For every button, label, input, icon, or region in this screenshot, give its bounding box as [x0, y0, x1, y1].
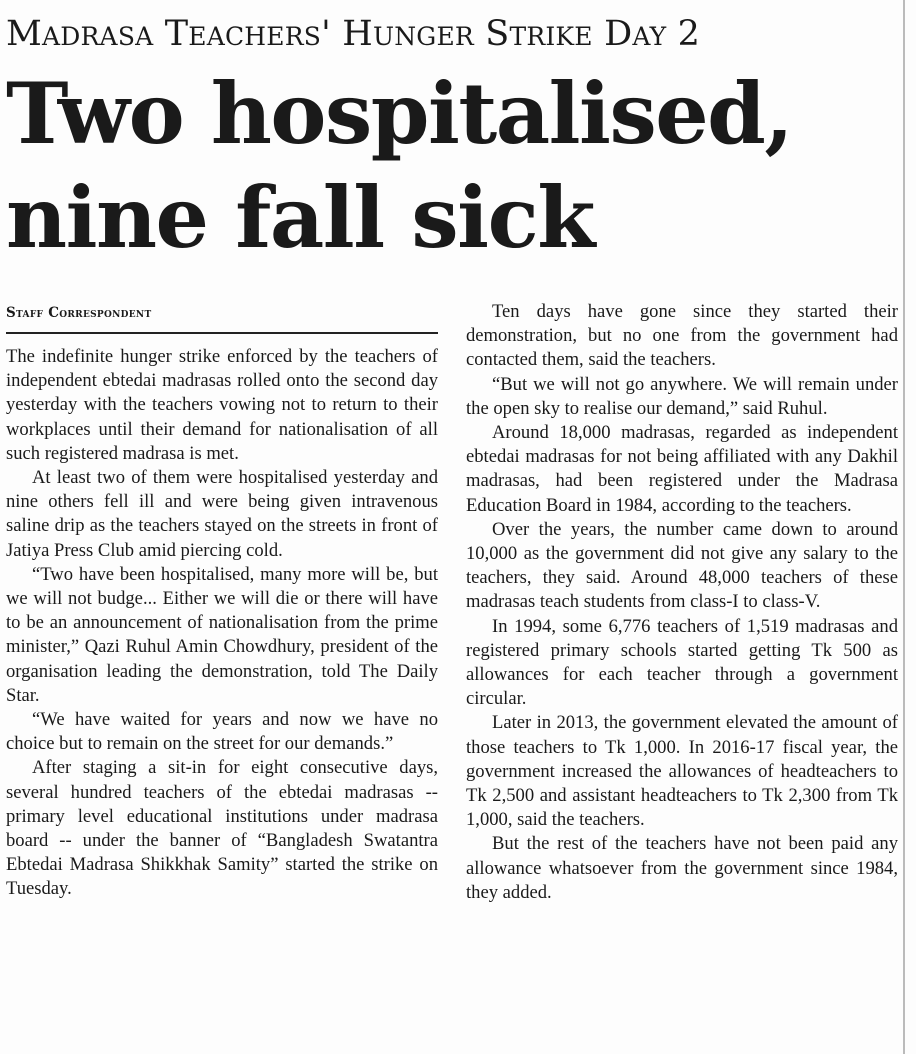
paragraph: Ten days have gone since they started their demonstration, but no one from the government had contacted them, said the teachers. [466, 301, 898, 371]
paragraph: “But we will not go anywhere. We will remain under the open sky to realise our demand,” said Ruhul. [466, 373, 898, 419]
article-column-1 [6, 345, 438, 902]
main-headline [6, 62, 906, 270]
paragraph: After staging a sit-in for eight consecutive days, several hundred teachers of the ebtedai madrasas -- primary level educational institutions under madrasa board -- under the banner of “Bangladesh Swatantra Ebtedai Madrasa Shikkhak Samity” started the strike on Tuesday. [6, 757, 438, 900]
paragraph: Over the years, the number came down to around 10,000 as the government did not give any salary to the teachers, they said. Around 48,000 teachers of these madrasas teach students from class-I to class-V. [466, 518, 898, 613]
headline-line-2: nine fall sick [6, 168, 594, 267]
paragraph: In 1994, some 6,776 teachers of 1,519 madrasas and registered primary schools started getting Tk 500 as allowances for each teacher through a government circular. [466, 615, 898, 710]
paragraph: The indefinite hunger strike enforced by the teachers of independent ebtedai madrasas rolled onto the second day yesterday with the teachers vowing not to return to their workplaces until their demand for nationalisation of all such registered madrasa is met. [6, 346, 438, 464]
byline-divider [6, 332, 438, 334]
byline: Staff Correspondent [6, 305, 152, 321]
headline-line-1: Two hospitalised, [6, 64, 793, 163]
paragraph: “Two have been hospitalised, many more will be, but we will not budge... Either we will die or there will have to be an announcement of nationalisation from the prime minister,” Qazi Ruhul Amin Chowdhury, president of the organisation leading the demonstration, told The Daily Star. [6, 563, 438, 706]
paragraph: “We have waited for years and now we have no choice but to remain on the street for our demands.” [6, 709, 438, 755]
kicker-headline: Madrasa Teachers' Hunger Strike Day 2 [6, 14, 701, 54]
article-column-2 [466, 300, 898, 905]
paragraph: At least two of them were hospitalised yesterday and nine others fell ill and were being given intravenous saline drip as the teachers stayed on the streets in front of Jatiya Press Club amid piercing cold. [6, 467, 438, 561]
paragraph: Later in 2013, the government elevated the amount of those teachers to Tk 1,000. In 2016-17 fiscal year, the government increased the allowances of headteachers to Tk 2,500 and assistant headteachers to Tk 2,300 from Tk 1,000, said the teachers. [466, 712, 898, 831]
paragraph: But the rest of the teachers have not been paid any allowance whatsoever from the government since 1984, they added. [466, 833, 898, 903]
paragraph: Around 18,000 madrasas, regarded as independent ebtedai madrasas for not being affiliated with any Dakhil madrasas, had been registered under the Madrasa Education Board in 1984, according to the teachers. [466, 422, 898, 516]
